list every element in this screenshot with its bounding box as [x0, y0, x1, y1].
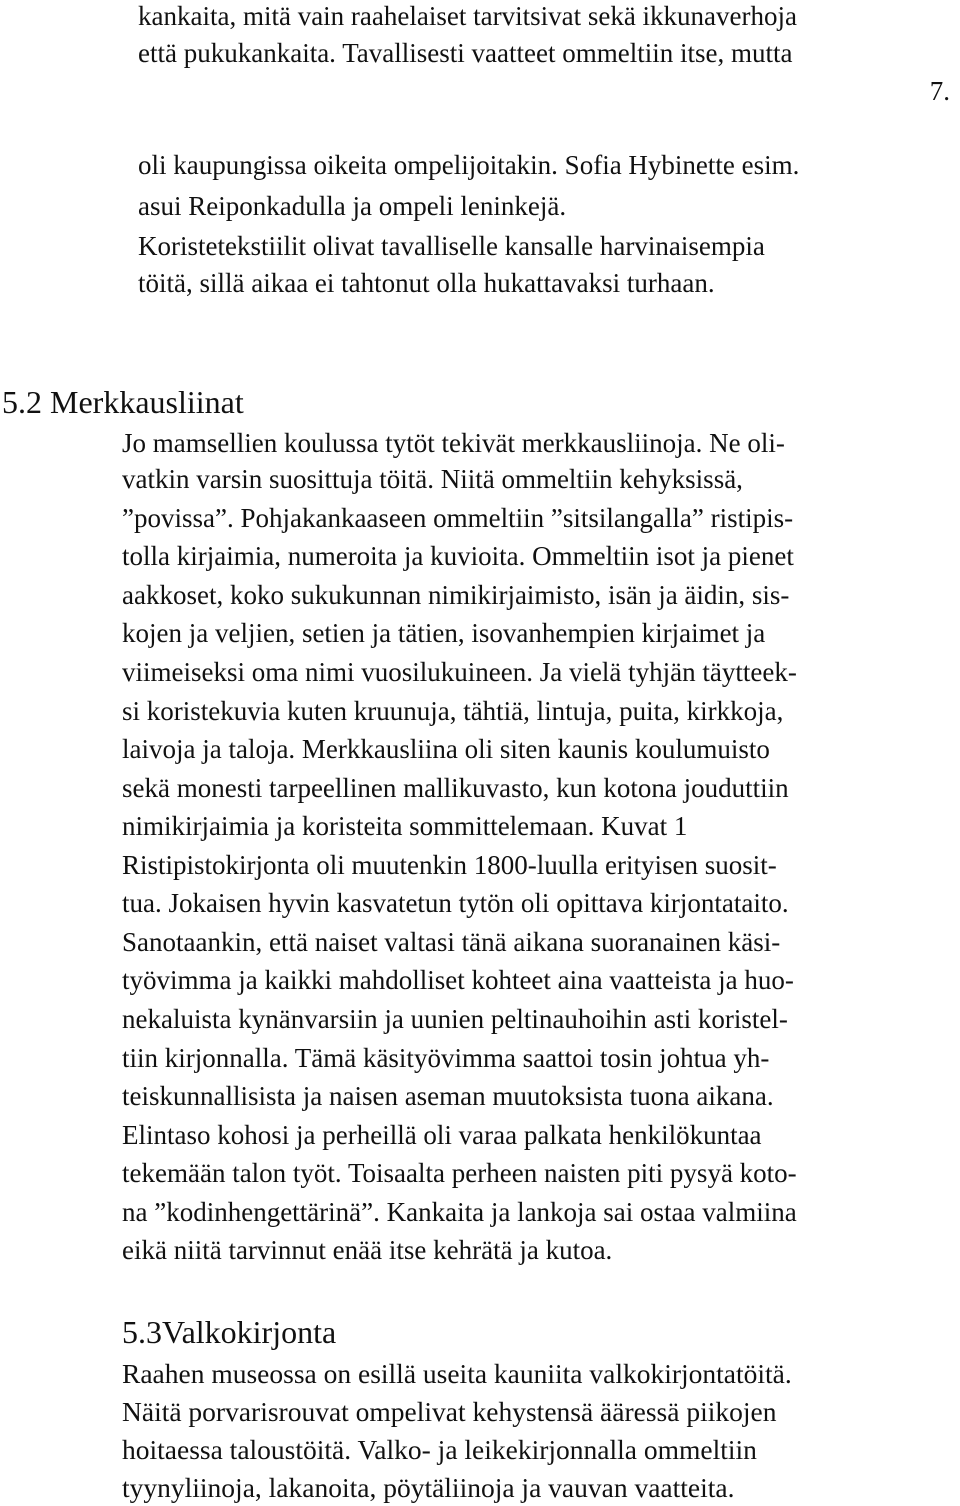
body-line: ”povissa”. Pohjakankaaseen ommeltiin ”sitsilangalla” ristipis-	[122, 503, 794, 533]
body-line: että pukukankaita. Tavallisesti vaatteet ommeltiin itse, mutta	[138, 38, 793, 68]
body-line: tekemään talon työt. Toisaalta perheen naisten piti pysyä koto-	[122, 1158, 797, 1188]
body-line: teiskunnallisista ja naisen aseman muutoksista tuona aikana.	[122, 1081, 774, 1111]
body-line: Elintaso kohosi ja perheillä oli varaa palkata henkilökuntaa	[122, 1120, 762, 1150]
body-line: hoitaessa taloustöitä. Valko- ja leikekirjonnalla ommeltiin	[122, 1434, 757, 1465]
body-line: aakkoset, koko sukukunnan nimikirjaimisto, isän ja äidin, sis-	[122, 580, 790, 610]
body-line: tolla kirjaimia, numeroita ja kuvioita. Ommeltiin isot ja pienet	[122, 541, 794, 571]
body-line: tiin kirjonnalla. Tämä käsityövimma saattoi tosin johtua yh-	[122, 1043, 770, 1073]
body-line: vatkin varsin suosittuja töitä. Niitä ommeltiin kehyksissä,	[122, 464, 743, 494]
section-heading: 5.3Valkokirjonta	[122, 1314, 337, 1350]
body-line: eikä niitä tarvinnut enää itse kehrätä ja kutoa.	[122, 1235, 613, 1265]
body-line: tua. Jokaisen hyvin kasvatetun tytön oli opittava kirjontataito.	[122, 888, 789, 918]
section-heading: 5.2 Merkkausliinat	[2, 384, 244, 420]
body-line: nekaluista kynänvarsiin ja uunien peltinauhoihin asti koristel-	[122, 1004, 788, 1034]
body-line: si koristekuvia kuten kruunuja, tähtiä, lintuja, puita, kirkkoja,	[122, 696, 784, 726]
body-line: tyynyliinoja, lakanoita, pöytäliinoja ja vauvan vaatteita.	[122, 1472, 735, 1503]
body-line: nimikirjaimia ja koristeita sommittelemaan. Kuvat 1	[122, 811, 688, 841]
body-line: oli kaupungissa oikeita ompelijoitakin. Sofia Hybinette esim.	[138, 150, 800, 180]
body-line: laivoja ja taloja. Merkkausliina oli siten kaunis koulumuisto	[122, 734, 770, 764]
body-line: Ristipistokirjonta oli muutenkin 1800-luulla erityisen suosit-	[122, 850, 777, 880]
body-line: viimeiseksi oma nimi vuosilukuineen. Ja vielä tyhjän täytteek-	[122, 657, 797, 687]
body-line: kojen ja veljien, setien ja tätien, isovanhempien kirjaimet ja	[122, 618, 766, 648]
body-line: na ”kodinhengettärinä”. Kankaita ja lankoja sai ostaa valmiina	[122, 1197, 797, 1227]
body-line: sekä monesti tarpeellinen mallikuvasto, kun kotona jouduttiin	[122, 773, 789, 803]
body-line: Koristetekstiilit olivat tavalliselle kansalle harvinaisempia	[138, 231, 765, 261]
body-line: Näitä porvarisrouvat ompelivat kehystensä ääressä piikojen	[122, 1396, 777, 1427]
page-number: 7.	[929, 76, 950, 106]
body-line: Jo mamsellien koulussa tytöt tekivät merkkausliinoja. Ne oli-	[122, 428, 785, 458]
body-line: asui Reiponkadulla ja ompeli leninkejä.	[138, 191, 567, 221]
body-line: töitä, sillä aikaa ei tahtonut olla hukattavaksi turhaan.	[138, 268, 715, 298]
body-line: työvimma ja kaikki mahdolliset kohteet aina vaatteista ja huo-	[122, 965, 794, 995]
body-line: kankaita, mitä vain raahelaiset tarvitsivat sekä ikkunaverhoja	[138, 1, 797, 31]
body-line: Sanotaankin, että naiset valtasi tänä aikana suoranainen käsi-	[122, 927, 781, 957]
body-line: Raahen museossa on esillä useita kauniita valkokirjontatöitä.	[122, 1358, 792, 1389]
